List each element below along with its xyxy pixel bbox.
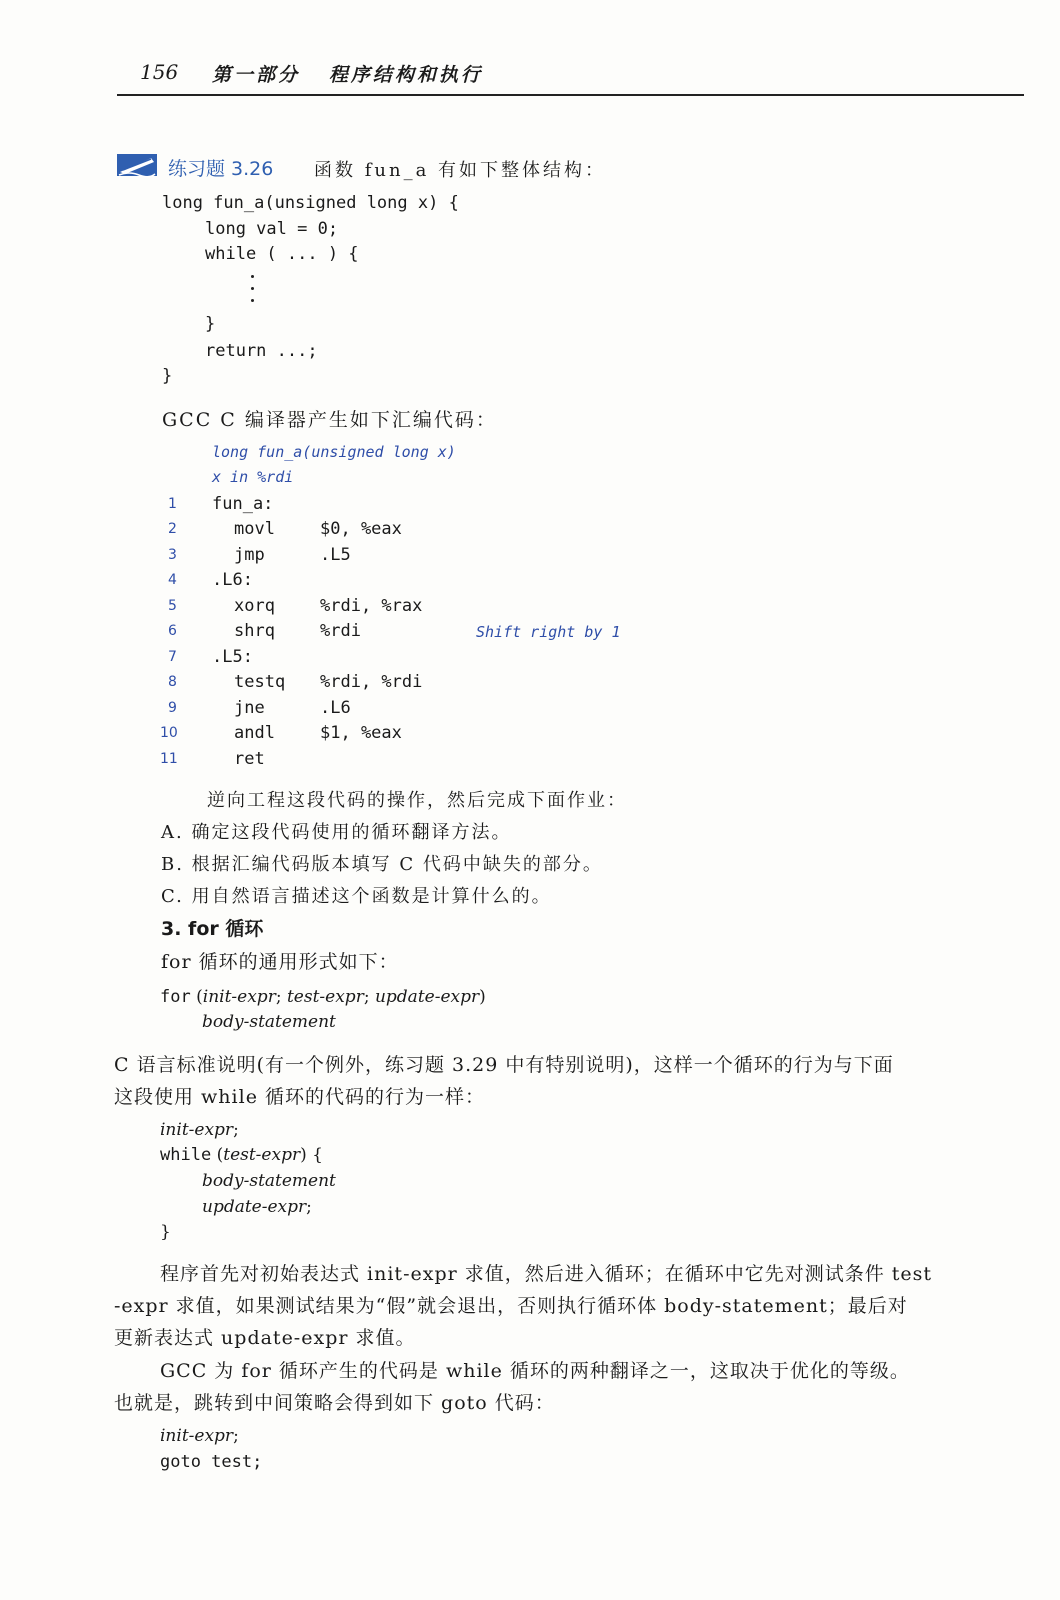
line-number: 2 [168,521,177,537]
asm-args: .L5 [320,545,351,565]
asm-op: ret [234,749,265,769]
asm-label: .L5: [212,647,253,667]
line-number: 11 [160,751,178,767]
asm-args: %rdi [320,621,361,641]
paragraph-line: C 语言标准说明(有一个例外，练习题 3.29 中有特别说明)，这样一个循环的行为与下面 [114,1054,894,1076]
asm-op: jne [234,698,265,718]
paragraph-line: 更新表达式 update-expr 求值。 [114,1327,416,1349]
while-form-line: init-expr; [160,1120,239,1140]
header-rule [117,94,1024,96]
asm-op: xorq [234,596,275,616]
for-form-line: for (init-expr; test-expr; update-expr) [160,987,486,1007]
test-expr-term: test-expr [286,987,364,1007]
asm-args: %rdi, %rdi [320,672,423,692]
ellipsis-dot [251,287,254,290]
paragraph-line: 也就是，跳转到中间策略会得到如下 goto 代码： [114,1392,555,1414]
ellipsis-dot [251,275,254,278]
for-keyword: for [160,987,191,1007]
line-number: 10 [160,725,178,741]
task-item: A. 确定这段代码使用的循环翻译方法。 [161,822,512,843]
init-expr-term: init-expr [202,987,276,1007]
line-number: 7 [168,649,177,665]
goto-form-line: init-expr; [160,1426,239,1446]
exercise-intro: 函数 fun_a 有如下整体结构： [314,160,607,181]
asm-comment: long fun_a(unsigned long x) [212,443,456,461]
asm-intro: GCC C 编译器产生如下汇编代码： [162,409,497,431]
task-item: C. 用自然语言描述这个函数是计算什么的。 [161,886,552,907]
line-number: 9 [168,700,177,716]
paragraph-line: GCC 为 for 循环产生的代码是 while 循环的两种翻译之一，这取决于优化的等级。 [160,1360,910,1382]
c-code-line: return ...; [205,341,318,361]
asm-args: $1, %eax [320,723,402,743]
asm-label: .L6: [212,570,253,590]
asm-op: jmp [234,545,265,565]
asm-label: fun_a: [212,494,274,514]
page-number: 156 [140,60,179,84]
task-item: B. 根据汇编代码版本填写 C 代码中缺失的部分。 [161,854,603,875]
body-statement-term: body-statement [202,1012,336,1032]
pencil-writing-icon [117,152,157,178]
while-form-line: } [160,1222,171,1242]
c-code-line: long val = 0; [205,219,339,239]
chapter-title: 第一部分 程序结构和执行 [212,64,483,86]
line-number: 3 [168,547,177,563]
c-code-line: long fun_a(unsigned long x) { [162,193,459,213]
c-code-line: } [162,366,173,386]
asm-op: shrq [234,621,275,641]
line-number: 1 [168,496,177,512]
line-number: 5 [168,598,177,614]
line-number: 4 [168,572,177,588]
ellipsis-dot [251,299,254,302]
line-number: 8 [168,674,177,690]
while-form-line: update-expr; [202,1197,312,1217]
c-code-line: while ( ... ) { [205,244,359,264]
line-number: 6 [168,623,177,639]
goto-form-line: goto test; [160,1452,263,1472]
task-intro: 逆向工程这段代码的操作，然后完成下面作业： [207,790,627,811]
asm-op: andl [234,723,275,743]
paragraph-line: 程序首先对初始表达式 init-expr 求值，然后进入循环；在循环中它先对测试条件 test [160,1263,933,1285]
while-keyword: while [160,1145,212,1165]
exercise-label: 练习题 3.26 [168,158,274,180]
asm-inline-comment: Shift right by 1 [476,623,621,641]
paragraph-line: 这段使用 while 循环的代码的行为一样： [114,1086,485,1108]
asm-op: movl [234,519,275,539]
c-code-line: } [205,314,216,334]
section-heading: 3. for 循环 [161,918,264,940]
asm-args: $0, %eax [320,519,402,539]
paragraph-line: -expr 求值，如果测试结果为“假”就会退出，否则执行循环体 body-statement；最后对 [114,1295,908,1317]
asm-comment: x in %rdi [212,468,294,486]
asm-op: testq [234,672,286,692]
while-form-line: body-statement [202,1171,336,1191]
while-form-line: while (test-expr) { [160,1145,323,1165]
asm-args: %rdi, %rax [320,596,423,616]
section-intro: for 循环的通用形式如下： [161,951,399,973]
update-expr-term: update-expr [374,987,480,1007]
asm-args: .L6 [320,698,351,718]
